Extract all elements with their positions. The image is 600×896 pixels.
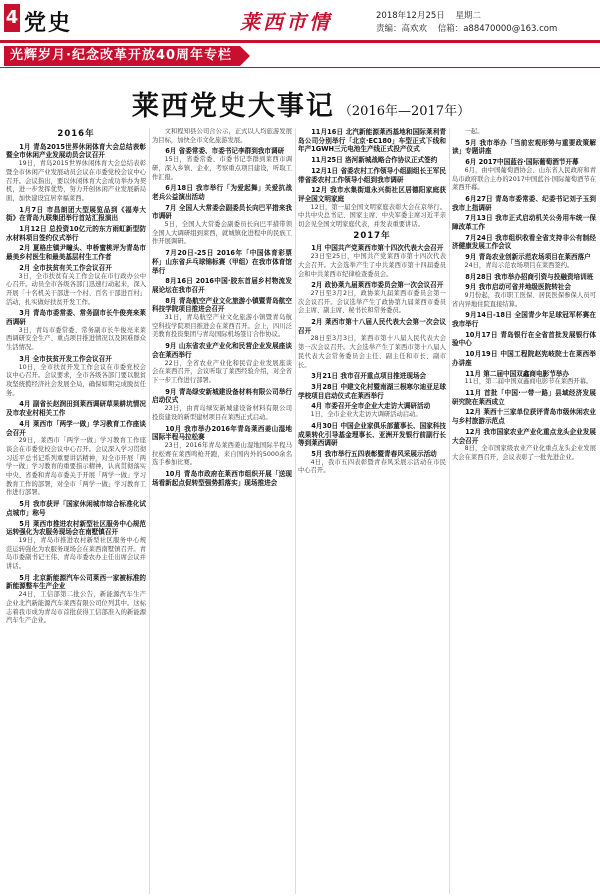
timeline-entry	[6, 143, 146, 204]
timeline-entry	[152, 184, 292, 201]
timeline-entry	[6, 206, 146, 223]
banner-label: 光辉岁月·纪念改革开放40周年专栏	[4, 46, 240, 66]
entry-body: 12日，第一届全国文明家庭表彰大会在京举行。中共中央总书记、国家主席、中央军委主席习近平亲切会见全国文明家庭代表，并发表重要讲话。	[298, 203, 446, 229]
entry-title: 11月 第二届中国双鑫商电影节举办	[465, 369, 569, 378]
timeline-entry	[452, 128, 596, 137]
column-banner	[0, 46, 600, 68]
entry-title: 10月 青岛市政府在莱西市组织开展「送现场看新起点促转型强势抓落实」现场推进会	[152, 470, 292, 487]
text-column-4	[452, 128, 596, 896]
timeline-entry	[452, 389, 596, 406]
entry-title: 3月28日 中建文化村暨南湖三根寒尔迪亚足球学校项目启动仪式在莱西举行	[298, 382, 446, 400]
editor-line	[376, 22, 565, 34]
entry-title: 6月 省委常委、市委书记李群到我市调研	[165, 147, 285, 156]
entry-body: 文和程知县公司合公示，正式以人均旅游发展为目标，加快全市文化旅游发展。	[152, 128, 292, 144]
entry-title: 10月17日 青岛银行在全省首批发展银行体验中心	[452, 330, 596, 348]
entries-list	[298, 244, 446, 476]
entry-title: 9月 青岛农业创新示范农场项目在莱西落户	[465, 253, 591, 262]
entry-body: 9月份起，我市职工医保、居民医保参保人员可省内异地住院直接结算。	[452, 291, 596, 308]
entry-title: 2月 夏格庄镇尹疃头、申桥蜜桃评为青岛市最美乡村医生和最美基层村生工作者	[6, 244, 146, 262]
entry-body: 19日，青岛市推进农村新型社区服务中心规范运转强化为农服务现场会在莱西南墅镇召开。青岛市委副书记王伟、青岛市委农办主任出席会议并讲话。	[6, 536, 146, 571]
entries-list	[298, 128, 446, 230]
entry-body: 4日，我市五四表彰暨青春风采展示活动在市民中心召开。	[298, 458, 446, 475]
timeline-entry	[152, 470, 292, 487]
timeline-entry	[6, 355, 146, 399]
entry-title: 7月13日 我市正式启动机关公务用车统一保障改革工作	[452, 214, 596, 232]
entry-body: 29日，莱西市「两学一做」学习教育工作座谈会在市委党校会议中心召开。会议深入学习贯彻习近平总书记系列重要讲话精神，对全市开展「两学一做」学习教育的重要指示精神，认真贯彻落实中央、省委和青岛市委关于开展「两学一做」学习教育工作的部署，对全市「两学一做」学习教育工作进行部署。	[6, 437, 146, 497]
timeline-entry	[6, 244, 146, 261]
entry-title: 12月 莱西十三家单位获评青岛市级休闲农业与乡村旅游示范点	[452, 408, 596, 426]
timeline-entry	[452, 283, 596, 309]
page-header	[0, 0, 600, 40]
timeline-entry	[6, 309, 146, 353]
timeline-entry	[452, 234, 596, 251]
entry-title: 1月 青岛2015世界休闲体育大会总结表彰暨全市休闲产业发展动员会议召开	[6, 142, 146, 160]
text-column-1	[6, 128, 146, 894]
entry-title: 5月 我市举办「当前宏观形势与重要政策解读」专题讲座	[452, 138, 596, 156]
entry-title: 10月19日 中国工程院赵宪岐院士在莱西举办讲座	[452, 350, 596, 367]
timeline-entry	[6, 400, 146, 417]
entry-title: 6月27日 青岛市委常委、纪委书记刘子玉到我市上指调研	[452, 194, 596, 212]
timeline-entry	[298, 244, 446, 279]
timeline-entry	[152, 204, 292, 248]
timeline-entry	[6, 264, 146, 308]
timeline-entry	[152, 388, 292, 423]
entry-title: 9月 山东省农业产业化和民营企业发展座谈会在莱西举行	[152, 342, 292, 359]
entry-body: 28日至3月3日，莱西市第十八届人民代表大会第一次会议召开。大会选举产生了莱西市第十八届人民代表大会常务委员会主任、副主任和市长、副市长。	[298, 335, 446, 369]
entry-title: 8月 青岛航空产业文化旅游小镇暨青岛航空科技学院项目推进会召开	[152, 296, 292, 314]
entry-title: 2月 政协莱九届莱西市委员会第一次会议召开	[311, 281, 444, 290]
timeline-entry	[152, 147, 292, 182]
column-divider	[449, 128, 450, 894]
editor-email: 信箱：a88470000@163.com	[437, 24, 558, 34]
entry-body: 一起。	[464, 128, 484, 135]
entry-title: 3月 全市扶贫开发工作会议召开	[19, 354, 112, 363]
entry-body: 1日，全市企业大走访大调研活动启动。	[310, 411, 422, 419]
timeline-entry	[6, 500, 146, 517]
timeline-entry	[298, 186, 446, 230]
timeline-entry	[452, 331, 596, 348]
entries-list	[452, 128, 596, 463]
timeline-entry	[152, 128, 292, 145]
entry-title: 11月16日 北汽新能源莱西基地和国际莱利青岛公司分别举行「北京·EC180」车型正式下线和年产1GWH三元电池生产线正式投产仪式	[298, 128, 446, 154]
entry-body: 6月，由中国葡萄酒协会、山东省人民政府和青岛市政府联合主办的2017中国蓝谷·国际葡萄酒节在莱西开幕。	[452, 166, 596, 192]
entry-title: 6月 2017中国蓝谷·国际葡萄酒节开幕	[465, 158, 579, 167]
timeline-entry	[452, 253, 596, 270]
entry-title: 11月25日 洛河新城战略合作协议正式签约	[311, 156, 438, 165]
issue-weekday: 星期二	[455, 11, 481, 21]
entry-title: 4月30日 中国企业家俱乐部董事长、国家科技成果转化引导基金理事长、亚洲开发银行前副行长等到莱西调研	[298, 421, 446, 448]
entry-title: 7月 全国人大常委会副委员长向巴平措来我市调研	[152, 203, 292, 221]
entry-title: 1月7日 市昌朗团大型展览品到《福寿大街》在青岛九联集团举行首站汇报演出	[6, 205, 146, 223]
timeline-entry	[452, 139, 596, 156]
entry-body: 8日，全市国家级农业产业化重点龙头企业发展大会在莱西召开，会议表彰了一批先进企业。	[452, 445, 596, 461]
entry-body: 27日至3月2日，政协莱九届莱西市委员会第一次会议召开。会议选举产生了政协第九届莱西市委员会主席、副主席、秘书长和常务委员。	[298, 289, 446, 315]
entry-title: 9月14日-18日 全国青少年足球冠军杯赛在我市举行	[452, 311, 596, 329]
timeline-entry	[152, 425, 292, 469]
year-heading-2016: 2016年	[57, 129, 95, 139]
entry-body: 19日，青岛2015世界休闲体育大会总结表彰暨全市休闲产业发展动员会议在市委党校会议中心召开。会议指出，要以休闲体育大会成功举办为契机，进一步发挥优势，努力开创休闲产业发展新局面，加快建设宜居幸福莱西。	[6, 160, 146, 202]
timeline-entry	[452, 195, 596, 212]
entry-body: 15日，省委常委、市委书记李群到莱西市调研，深入乡镇、企业，考察重点项目建设，听取工作汇报。	[152, 156, 292, 181]
header-rule	[0, 40, 600, 43]
timeline-entry	[6, 520, 146, 572]
entry-body: 31日，青岛航空产业文化旅游小镇暨青岛航空科技学院项目推进会在莱西召开。会上，四川泛美教育投资集团与青岛国际机场签订合作协议。	[152, 314, 292, 339]
masthead: 莱西市情	[240, 10, 332, 34]
entry-title: 4月 市委召开全市企业大走访大调研活动	[311, 402, 431, 411]
section-name: 党史	[24, 11, 73, 36]
timeline-entry	[452, 408, 596, 425]
timeline-entry	[152, 277, 292, 294]
entry-title: 9月 我市启动可省并地级医院转社会	[465, 283, 571, 292]
issue-date-line	[376, 9, 489, 21]
entries-list	[152, 128, 292, 487]
timeline-entry	[452, 428, 596, 463]
entry-title: 3月21日 我市召开重点项目推进现场会	[311, 372, 427, 381]
entry-title: 7月24日 我市组织收看全省支持非公有制经济健康发展工作会议	[452, 233, 596, 251]
entry-body: 5日，全国人大常委会副委员长向巴平措带领全国人大调研组到莱西，就城镇化进程中的民族工作开展调研。	[152, 221, 292, 246]
issue-date: 2018年12月25日	[376, 11, 445, 21]
timeline-entry	[298, 281, 446, 316]
page-number: 4	[4, 4, 20, 32]
timeline-entry	[298, 372, 446, 381]
text-column-3	[298, 128, 446, 894]
timeline-entry	[452, 311, 596, 328]
entry-title: 4月 莱西市「两学一做」学习教育工作座谈会召开	[6, 419, 146, 437]
entry-title: 1月 中国共产党莱西市第十四次代表大会召开	[311, 244, 444, 253]
article-title: 莱西党史大事记	[131, 91, 335, 122]
timeline-entry	[298, 318, 446, 370]
timeline-entry	[6, 420, 146, 498]
year-heading-2017: 2017年	[353, 230, 391, 241]
timeline-entry	[452, 370, 596, 387]
entry-title: 8月16日 2016中国·胶东首届乡村物流发展论坛在我市召开	[152, 277, 292, 294]
entry-title: 7月20日-25日 2016年「中国体育彩票杯」山东省乒乓球锦标赛（甲组）在我市体育馆举行	[152, 249, 292, 275]
timeline-entry	[298, 402, 446, 419]
entry-title: 10月 我市举办2016年青岛莱西姜山湿地国际半程马拉松赛	[152, 424, 292, 442]
entry-title: 6月18日 我市举行「为爱起舞」关爱抗战老兵公益演出活动	[152, 184, 292, 201]
article-headline	[86, 84, 516, 124]
timeline-entry	[452, 158, 596, 193]
entry-title: 3月 青岛市委常委、常务副市长牛俊亮来莱西调研	[6, 309, 146, 327]
article-subtitle: （2016年—2017年）	[338, 104, 471, 119]
timeline-entry	[6, 225, 146, 242]
timeline-entry	[298, 450, 446, 476]
entry-title: 12月 我市国家农业产业化重点龙头企业发展大会召开	[452, 427, 596, 445]
text-column-2	[152, 128, 292, 894]
entries-list	[6, 143, 146, 626]
entry-title: 5月 我市获评「国家休闲城市综合标准化试点城市」称号	[6, 500, 146, 517]
entry-body: 3日，全市扶贫有关工作会议在市行政办公中心召开。动员全市各级各部门迅速行动起来，深入开展「十名机关干部进一个村、百名干部进百村」活动，扎实做好扶贫开发工作。	[6, 272, 146, 306]
banner-rule	[0, 67, 600, 68]
entry-body: 23日至25日，中国共产党莱西市第十四次代表大会召开。大会选举产生了中共莱西市第十四届委员会和中共莱西市纪律检查委员会。	[298, 253, 446, 278]
timeline-entry	[452, 214, 596, 231]
entry-body: 23日，2016年青岛莱西姜山湿地国际半程马拉松赛在莱西鸣枪开跑，来自国内外的5000余名选手参加比赛。	[152, 441, 292, 467]
entry-title: 12月1日 省委农村工作领导小组副组长王军民带省委农村工作领导小组到我市调研	[298, 166, 446, 184]
entry-body: 22日，全省农业产业化和民营企业发展座谈会在莱西召开，会议听取了莱西经验介绍，对全省下一步工作进行部署。	[152, 359, 292, 384]
timeline-entry	[152, 249, 292, 275]
entry-body: 3日，青岛市委常委、常务副市长牛俊亮来莱西调研安全生产、重点项目推进情况以及困难群众生活情况。	[6, 326, 146, 352]
timeline-entry	[452, 273, 596, 282]
timeline-entry	[298, 167, 446, 184]
timeline-entry	[452, 350, 596, 367]
timeline-entry	[298, 422, 446, 448]
timeline-entry	[152, 297, 292, 341]
editor-name: 责编：高欢欢	[376, 24, 428, 34]
entry-title: 2月 全市扶贫有关工作会议召开	[19, 263, 112, 272]
timeline-entry	[298, 383, 446, 400]
entry-body: 24日，青岛示范农场项目在莱西签约。	[464, 261, 574, 269]
entry-title: 9月 青岛绿安新城建设备材料有限公司举行启动仪式	[152, 387, 292, 405]
timeline-entry	[6, 574, 146, 626]
timeline-entry	[152, 342, 292, 386]
entry-title: 1月12日 总投资10亿元的东方雨虹新型防水材料项目签约仪式举行	[6, 225, 146, 242]
entry-title: 8月28日 我市举办招商引资与投融资培训班	[465, 272, 594, 281]
entry-body: 11日，第二届中国双鑫商电影节在莱西开幕。	[464, 378, 593, 386]
column-divider	[149, 128, 150, 894]
entry-title: 5月 我市举行五四表彰暨青春风采展示活动	[311, 449, 437, 458]
entry-title: 5月 北京新能源汽车公司莱西一家被标准的新能源整车生产企业	[6, 573, 146, 591]
entry-body: 23日，由青岛绿安新城建设备材料有限公司投资建设的新型建材项目在莱西正式启动。	[152, 405, 292, 421]
entry-title: 5月 莱西市推进农村新型社区服务中心规范运转强化为农服务现场会在南墅镇召开	[6, 519, 146, 537]
timeline-entry	[298, 128, 446, 154]
entry-title: 11月 首批「中国·一带一路」县域经济发展研究院在莱西成立	[452, 388, 596, 406]
entry-title: 4月 副省长赵润田到莱西调研草果耕坑情况及市农业村相关工作	[6, 400, 146, 418]
entry-body: 10日，全市扶贫开发工作会议在市委党校会议中心召开。会议要求，全市各级各部门要以脱贫攻坚统揽经济社会发展全局，确保如期完成脱贫任务。	[6, 363, 146, 397]
entry-body: 24日，工信部第二批公告，新能源汽车生产企业北汽新能源汽车莱西有限公司位列其中。这标志着我市成为青岛市首批获得工信部准入的新能源汽车生产企业。	[6, 591, 146, 625]
timeline-entry	[298, 156, 446, 165]
entry-title: 2月 莱西市第十八届人民代表大会第一次会议召开	[298, 318, 446, 335]
column-divider	[295, 128, 296, 894]
entry-title: 12月 我市水集街道永兴街社区居德阳家庭获评全国文明家庭	[298, 186, 446, 203]
